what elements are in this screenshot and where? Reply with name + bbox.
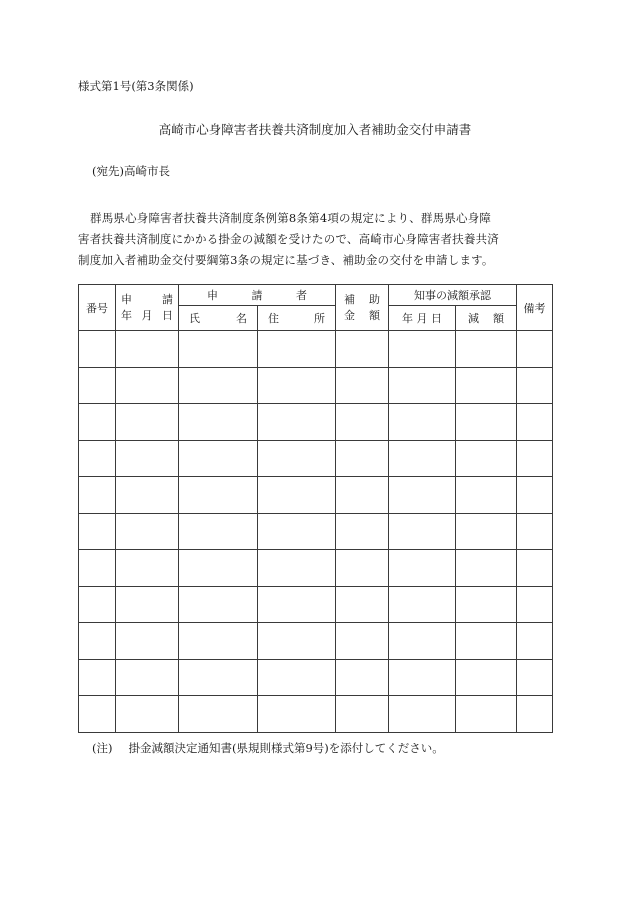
table-cell[interactable] — [389, 659, 456, 696]
note — [92, 740, 444, 756]
header-text: 所 — [314, 312, 325, 325]
header-reduction — [456, 306, 517, 331]
table-cell[interactable] — [116, 550, 179, 587]
table-cell[interactable] — [258, 586, 336, 623]
note-text: 掛金減額決定通知書(県規則様式第9号)を添付してください。 — [128, 741, 444, 755]
header-text: 請 — [251, 289, 263, 302]
table-cell[interactable] — [389, 586, 456, 623]
table-cell[interactable] — [258, 331, 336, 368]
table-cell[interactable] — [79, 550, 116, 587]
table-row — [79, 623, 553, 660]
table-cell[interactable] — [336, 623, 389, 660]
header-text: 額 — [493, 312, 504, 325]
header-text: 名 — [236, 312, 247, 325]
header-text: 月 — [141, 308, 153, 322]
table-cell[interactable] — [456, 696, 517, 733]
table-cell[interactable] — [517, 331, 553, 368]
table-cell[interactable] — [179, 586, 258, 623]
table-cell[interactable] — [258, 513, 336, 550]
table-cell[interactable] — [456, 550, 517, 587]
table-cell[interactable] — [517, 550, 553, 587]
table-cell[interactable] — [336, 477, 389, 514]
table-row — [79, 550, 553, 587]
table-cell[interactable] — [179, 696, 258, 733]
table-cell[interactable] — [389, 477, 456, 514]
table-cell[interactable] — [79, 623, 116, 660]
table-cell[interactable] — [456, 477, 517, 514]
table-cell[interactable] — [116, 513, 179, 550]
table-row — [79, 477, 553, 514]
table-cell[interactable] — [456, 659, 517, 696]
table-cell[interactable] — [456, 623, 517, 660]
table-cell[interactable] — [389, 367, 456, 404]
header-applicant — [179, 285, 336, 306]
table-cell[interactable] — [79, 477, 116, 514]
table-cell[interactable] — [456, 440, 517, 477]
table-cell[interactable] — [79, 513, 116, 550]
table-cell[interactable] — [258, 440, 336, 477]
table-cell[interactable] — [116, 440, 179, 477]
table-cell[interactable] — [456, 404, 517, 441]
header-text: 住 — [268, 312, 279, 325]
table-cell[interactable] — [336, 586, 389, 623]
table-cell[interactable] — [79, 404, 116, 441]
table-cell[interactable] — [179, 367, 258, 404]
table-cell[interactable] — [79, 696, 116, 733]
table-cell[interactable] — [389, 513, 456, 550]
table-cell[interactable] — [258, 367, 336, 404]
table-cell[interactable] — [389, 696, 456, 733]
table-cell[interactable] — [336, 404, 389, 441]
table-cell[interactable] — [389, 440, 456, 477]
header-text: 額 — [369, 308, 380, 322]
header-apply-date — [116, 285, 179, 331]
header-text: 減 — [468, 312, 479, 325]
table-cell[interactable] — [116, 623, 179, 660]
form-number: 様式第1号(第3条関係) — [78, 79, 194, 93]
header-remarks: 備考 — [517, 285, 553, 331]
table-cell[interactable] — [79, 659, 116, 696]
header-text: 助 — [369, 292, 380, 306]
table-cell[interactable] — [336, 659, 389, 696]
table-cell[interactable] — [336, 331, 389, 368]
body-line: 害者扶養共済制度にかかる掛金の減額を受けたので、高崎市心身障害者扶養共済 — [78, 232, 499, 246]
body-text — [78, 208, 556, 271]
table-row — [79, 367, 553, 404]
header-text: 年 — [121, 308, 132, 322]
table-cell[interactable] — [336, 513, 389, 550]
addressee: (宛先)高崎市長 — [92, 164, 170, 178]
header-text: 者 — [296, 289, 307, 302]
table-cell[interactable] — [456, 513, 517, 550]
table-row — [79, 404, 553, 441]
document-title: 高崎市心身障害者扶養共済制度加入者補助金交付申請書 — [158, 122, 472, 137]
table-cell[interactable] — [179, 331, 258, 368]
header-text: 補 — [344, 292, 355, 306]
body-line: 制度加入者補助金交付要綱第3条の規定に基づき、補助金の交付を申請します。 — [78, 253, 494, 267]
note-label: (注) — [92, 741, 113, 755]
table-cell[interactable] — [456, 331, 517, 368]
table-cell[interactable] — [258, 659, 336, 696]
table-cell[interactable] — [517, 623, 553, 660]
table-cell[interactable] — [79, 367, 116, 404]
table-cell[interactable] — [116, 477, 179, 514]
table-cell[interactable] — [258, 404, 336, 441]
table-cell[interactable] — [179, 477, 258, 514]
table-cell[interactable] — [79, 440, 116, 477]
table-cell[interactable] — [258, 477, 336, 514]
header-text: 金 — [344, 308, 355, 322]
table-cell[interactable] — [517, 659, 553, 696]
header-text: 請 — [162, 292, 173, 306]
table-cell[interactable] — [389, 331, 456, 368]
table-cell[interactable] — [258, 550, 336, 587]
table-cell[interactable] — [336, 367, 389, 404]
table-cell[interactable] — [258, 696, 336, 733]
table-cell[interactable] — [517, 404, 553, 441]
table-cell[interactable] — [179, 623, 258, 660]
table-cell[interactable] — [116, 331, 179, 368]
table-row — [79, 440, 553, 477]
header-approval: 知事の減額承認 — [389, 285, 517, 306]
application-table — [78, 284, 553, 733]
header-approval-date: 年 月 日 — [389, 306, 456, 331]
table-cell[interactable] — [179, 513, 258, 550]
table-cell[interactable] — [456, 586, 517, 623]
table-row — [79, 696, 553, 733]
table-cell[interactable] — [517, 586, 553, 623]
table-cell[interactable] — [389, 623, 456, 660]
table-cell[interactable] — [116, 367, 179, 404]
table-cell[interactable] — [179, 659, 258, 696]
header-text: 申 — [121, 292, 132, 306]
table-cell[interactable] — [517, 696, 553, 733]
table-row — [79, 513, 553, 550]
table-cell[interactable] — [389, 550, 456, 587]
table-cell[interactable] — [517, 367, 553, 404]
table-row — [79, 586, 553, 623]
header-text: 日 — [162, 308, 173, 322]
table-cell[interactable] — [336, 440, 389, 477]
table-cell[interactable] — [116, 404, 179, 441]
table-cell[interactable] — [116, 659, 179, 696]
table-cell[interactable] — [456, 367, 517, 404]
header-name — [179, 306, 258, 331]
table-cell[interactable] — [517, 440, 553, 477]
table-cell[interactable] — [517, 477, 553, 514]
header-text: 氏 — [189, 312, 200, 325]
table-cell[interactable] — [179, 440, 258, 477]
table-cell[interactable] — [179, 550, 258, 587]
table-cell[interactable] — [517, 513, 553, 550]
table-cell[interactable] — [116, 696, 179, 733]
table-cell[interactable] — [79, 586, 116, 623]
table-cell[interactable] — [336, 550, 389, 587]
table-cell[interactable] — [258, 623, 336, 660]
header-subsidy — [336, 285, 389, 331]
table-row — [79, 659, 553, 696]
body-line: 群馬県心身障害者扶養共済制度条例第8条第4項の規定により、群馬県心身障 — [90, 211, 492, 225]
table-cell[interactable] — [336, 696, 389, 733]
header-address — [258, 306, 336, 331]
table-cell[interactable] — [179, 404, 258, 441]
header-text: 申 — [207, 289, 218, 302]
table-row — [79, 331, 553, 368]
table-cell[interactable] — [79, 331, 116, 368]
table-cell[interactable] — [116, 586, 179, 623]
header-number: 番号 — [79, 285, 116, 331]
table-cell[interactable] — [389, 404, 456, 441]
